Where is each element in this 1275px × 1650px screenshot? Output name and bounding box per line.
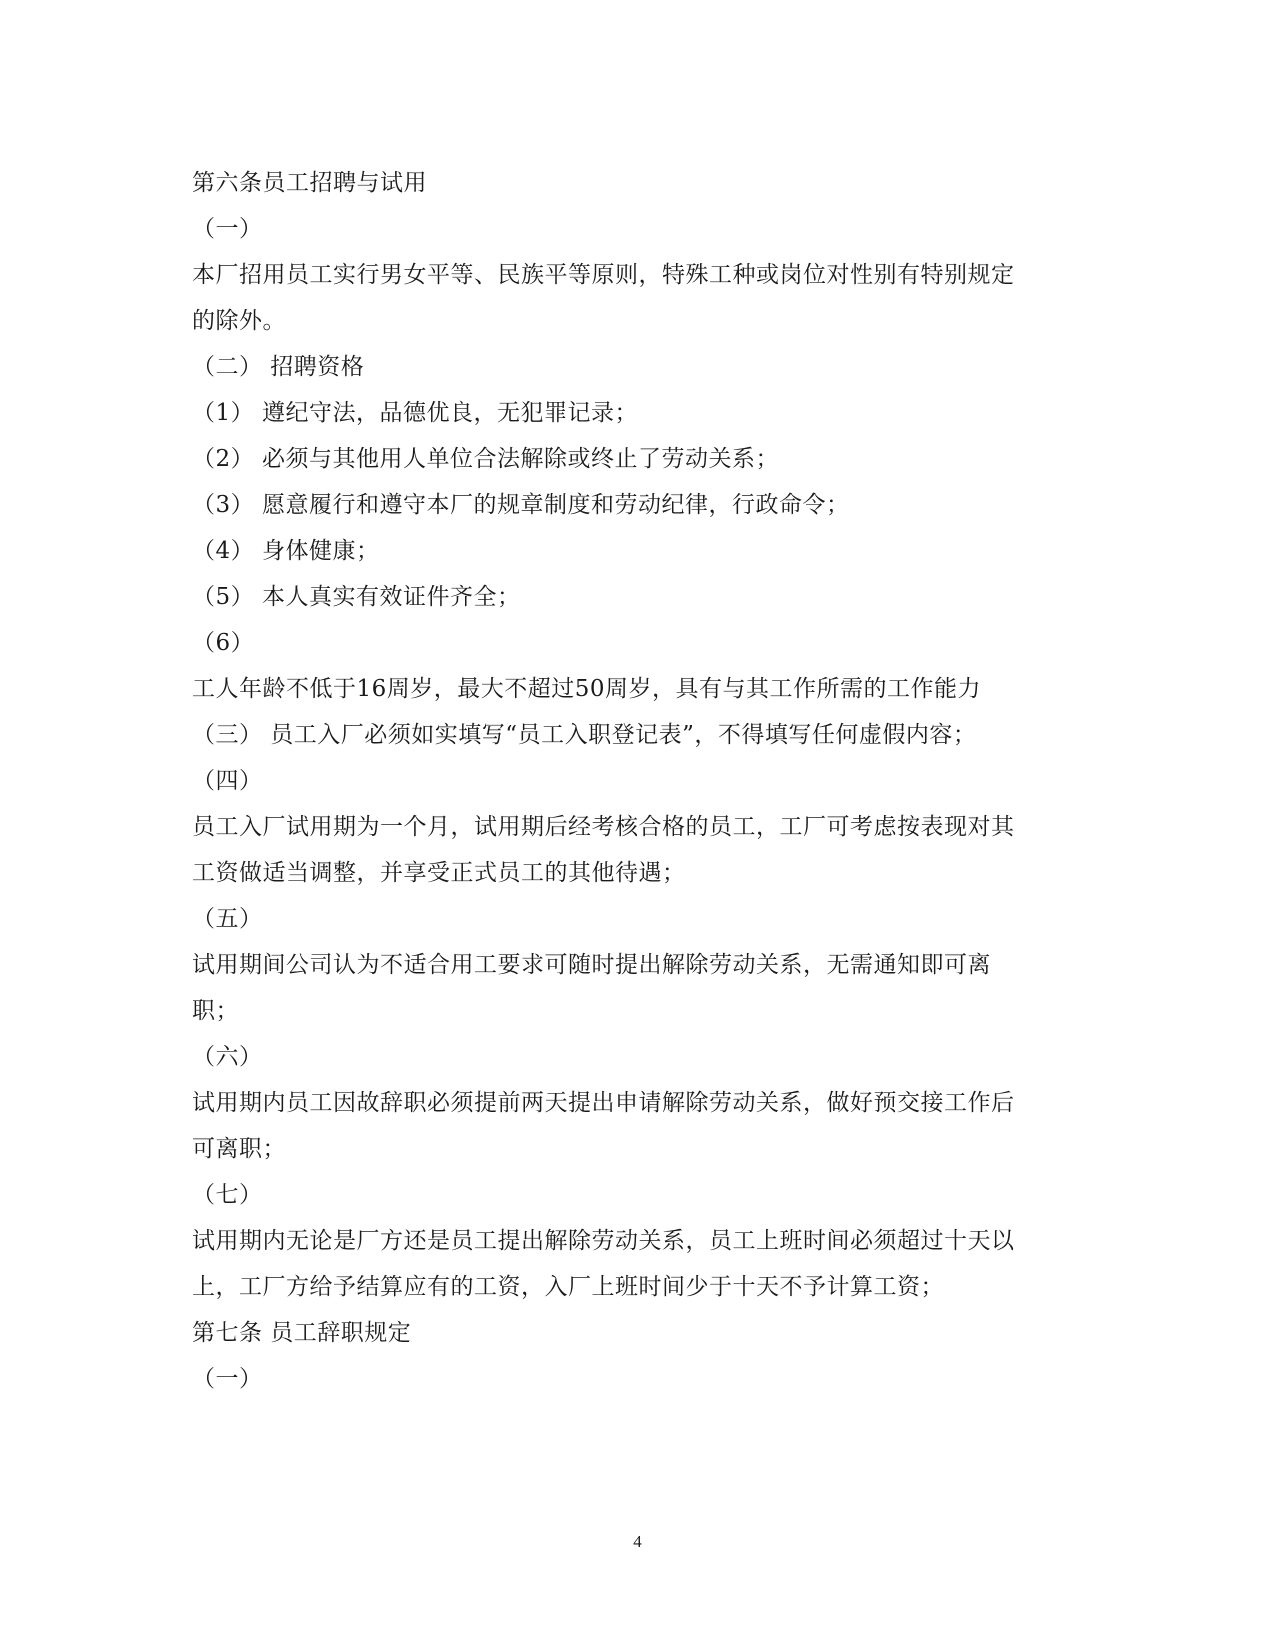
paragraph-line: 试用期间公司认为不适合用工要求可随时提出解除劳动关系，无需通知即可离 <box>192 952 991 978</box>
paragraph-line: 可离职； <box>192 1136 286 1162</box>
paragraph-line: 工资做适当调整，并享受正式员工的其他待遇； <box>192 860 686 886</box>
section-marker: （五） <box>192 906 263 932</box>
list-item: （1） 遵纪守法，品德优良，无犯罪记录； <box>192 400 638 426</box>
article-heading: 第六条员工招聘与试用 <box>192 170 427 196</box>
list-item: （2） 必须与其他用人单位合法解除或终止了劳动关系； <box>192 446 779 472</box>
paragraph-line: 本厂招用员工实行男女平等、民族平等原则，特殊工种或岗位对性别有特别规定 <box>192 262 1015 288</box>
list-item: （5） 本人真实有效证件齐全； <box>192 584 521 610</box>
paragraph-line: 员工入厂试用期为一个月，试用期后经考核合格的员工，工厂可考虑按表现对其 <box>192 814 1015 840</box>
section-heading: （三） 员工入厂必须如实填写“员工入职登记表”，不得填写任何虚假内容； <box>192 722 977 748</box>
article-heading: 第七条 员工辞职规定 <box>192 1320 412 1346</box>
section-marker: （四） <box>192 768 263 794</box>
paragraph-line: 试用期内员工因故辞职必须提前两天提出申请解除劳动关系，做好预交接工作后 <box>192 1090 1015 1116</box>
paragraph-line: 的除外。 <box>192 308 286 334</box>
section-marker: （一） <box>192 1366 263 1392</box>
paragraph-line: 上，工厂方给予结算应有的工资，入厂上班时间少于十天不予计算工资； <box>192 1274 944 1300</box>
list-item: （3） 愿意履行和遵守本厂的规章制度和劳动纪律，行政命令； <box>192 492 850 518</box>
list-item-marker: （6） <box>192 630 255 656</box>
page-number: 4 <box>633 1532 642 1551</box>
section-heading: （二） 招聘资格 <box>192 354 365 380</box>
list-item: （4） 身体健康； <box>192 538 380 564</box>
section-marker: （七） <box>192 1182 263 1208</box>
paragraph-line: 试用期内无论是厂方还是员工提出解除劳动关系，员工上班时间必须超过十天以 <box>192 1228 1015 1254</box>
paragraph-line: 职； <box>192 998 239 1024</box>
section-marker: （六） <box>192 1044 263 1070</box>
section-marker: （一） <box>192 216 263 242</box>
paragraph-line: 工人年龄不低于16周岁，最大不超过50周岁，具有与其工作所需的工作能力 <box>192 676 982 702</box>
